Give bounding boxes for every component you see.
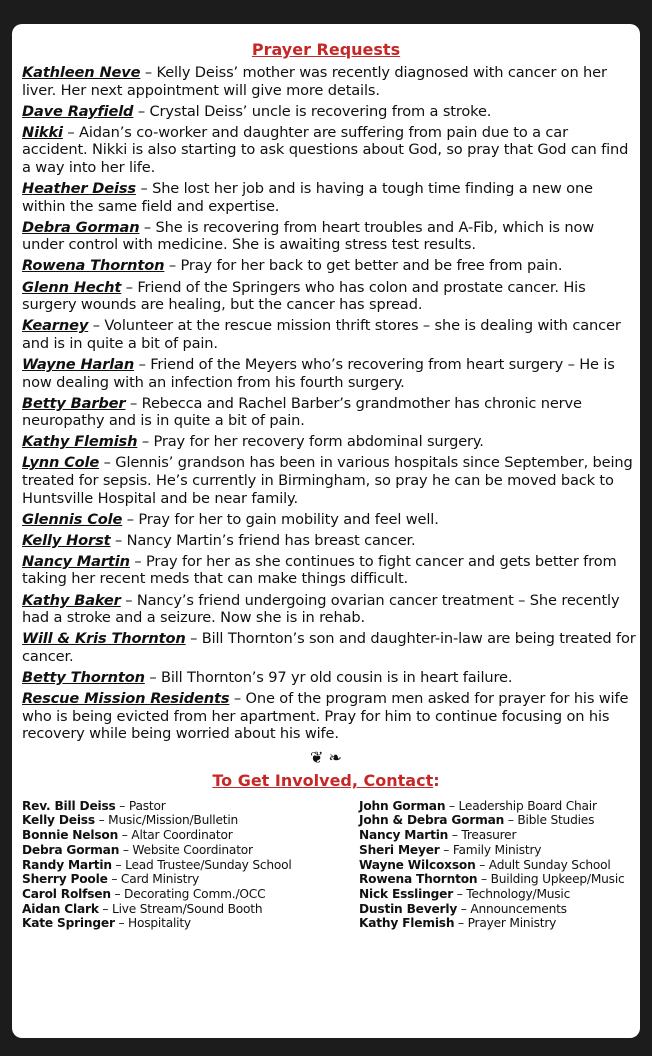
prayer-request-text: – Pray for her recovery form abdominal surgery.: [137, 433, 484, 451]
prayer-request-item: [22, 511, 636, 529]
contact-row: [359, 843, 639, 858]
contact-name: Sheri Meyer: [359, 842, 440, 857]
prayer-request-item: [22, 630, 636, 665]
prayer-request-name: Dave Rayfield: [22, 102, 134, 120]
prayer-request-name: Kathleen Neve: [22, 64, 141, 81]
contacts-section: [12, 791, 640, 931]
contact-name: Bonnie Nelson: [22, 828, 119, 843]
prayer-request-text: – Nancy’s friend undergoing ovarian cancer treatment – She recently had a stroke and a seizure. Now she is in rehab.: [22, 591, 620, 627]
prayer-request-item: [22, 103, 636, 121]
contacts-right-column: [359, 799, 639, 931]
contact-role: – Building Upkeep/Music: [477, 872, 625, 887]
contact-name: Nancy Martin: [359, 828, 449, 843]
contact-title-text: To Get Involved, Contact: [212, 770, 434, 790]
contact-row: [359, 887, 639, 902]
ornament-divider: ❦ ❧: [310, 747, 342, 767]
prayer-request-item: [22, 219, 636, 254]
contact-role: – Bible Studies: [504, 813, 595, 828]
contact-role: – Live Stream/Sound Booth: [98, 901, 263, 916]
contact-row: [359, 799, 639, 814]
contact-name: Kate Springer: [22, 916, 115, 931]
contact-name: Rev. Bill Deiss: [22, 798, 116, 813]
contact-title-colon: :: [433, 770, 440, 790]
prayer-request-text: – Crystal Deiss’ uncle is recovering from a stroke.: [133, 102, 492, 120]
prayer-request-name: Rescue Mission Residents: [22, 690, 230, 707]
contact-role: – Lead Trustee/Sunday School: [111, 857, 292, 872]
prayer-request-name: Rowena Thornton: [22, 257, 165, 275]
prayer-request-text: – Pray for her back to get better and be free from pain.: [164, 257, 563, 275]
prayer-request-item: [22, 669, 636, 687]
prayer-request-text: – Friend of the Springers who has colon and prostate cancer. His surgery wounds are healing, but the cancer has spread.: [22, 278, 586, 314]
contact-row: [359, 858, 639, 873]
contact-row: [359, 828, 639, 843]
contact-role: – Hospitality: [114, 916, 191, 931]
contact-row: [22, 887, 359, 902]
contact-row: [22, 843, 359, 858]
prayer-request-item: [22, 257, 636, 275]
prayer-request-item: [22, 532, 636, 550]
contact-name: Dustin Beverly: [359, 901, 458, 916]
contact-row: [359, 872, 639, 887]
prayer-request-name: Betty Thornton: [22, 668, 145, 686]
prayer-request-name: Betty Barber: [22, 394, 126, 412]
prayer-request-item: [22, 124, 636, 177]
prayer-request-item: [22, 356, 636, 391]
prayer-request-item: [22, 454, 636, 507]
prayer-request-item: [22, 395, 636, 430]
prayer-request-name: Nancy Martin: [22, 552, 130, 570]
contact-row: [22, 813, 359, 828]
contact-role: – Adult Sunday School: [475, 857, 611, 872]
prayer-request-text: – Bill Thornton’s 97 yr old cousin is in heart failure.: [144, 668, 513, 686]
contact-role: – Announcements: [457, 901, 567, 916]
contact-row: [22, 828, 359, 843]
prayer-request-name: Kelly Horst: [22, 531, 111, 549]
prayer-request-name: Lynn Cole: [22, 454, 100, 472]
prayer-request-text: – Aidan’s co-worker and daughter are suffering from pain due to a car accident. Nikki is also starting to ask questions about God, so pray that God can find a way into her life.: [22, 123, 629, 176]
contact-role: – Pastor: [115, 798, 166, 813]
prayer-request-text: – She lost her job and is having a tough time finding a new one within the same field and expertise.: [22, 180, 593, 215]
prayer-request-item: [22, 64, 636, 99]
contact-row: [359, 813, 639, 828]
contact-name: John Gorman: [359, 798, 446, 813]
prayer-requests-list: [12, 60, 640, 743]
prayer-request-name: Debra Gorman: [22, 218, 140, 236]
contact-name: John & Debra Gorman: [359, 813, 505, 828]
prayer-request-name: Kathy Baker: [22, 591, 121, 609]
contact-name: Nick Esslinger: [359, 887, 454, 901]
contact-role: – Website Coordinator: [119, 842, 253, 857]
contact-role: – Leadership Board Chair: [445, 798, 597, 813]
prayer-request-name: Glennis Cole: [22, 510, 123, 528]
contact-name: Aidan Clark: [22, 901, 99, 916]
contact-role: – Music/Mission/Bulletin: [94, 813, 239, 828]
contact-role: – Family Ministry: [439, 842, 542, 857]
contact-role: – Prayer Ministry: [454, 916, 557, 931]
prayer-request-item: [22, 180, 636, 215]
contact-name: Sherry Poole: [22, 872, 108, 887]
contacts-left-column: [22, 799, 359, 931]
prayer-request-text: – One of the program men asked for prayer for his wife who is being evicted from her apartment. Pray for him to continue focusing on his recovery while being worried about his wife.: [22, 690, 629, 743]
prayer-request-text: – Pray for her to gain mobility and feel well.: [122, 510, 439, 528]
contact-name: Wayne Wilcoxson: [359, 857, 476, 872]
contact-row: [22, 858, 359, 873]
contact-row: [22, 902, 359, 917]
contact-row: [22, 916, 359, 931]
contact-role: – Technology/Music: [453, 887, 571, 901]
contact-row: [359, 902, 639, 917]
prayer-request-text: – She is recovering from heart troubles and A-Fib, which is now under control with medicine. She is awaiting stress test results.: [22, 218, 595, 254]
contact-title: [12, 771, 640, 791]
prayer-request-text: – Pray for her as she continues to fight cancer and gets better from taking her recent meds that can make things difficult.: [22, 552, 617, 588]
prayer-request-name: Kearney: [22, 317, 89, 335]
contact-name: Kathy Flemish: [359, 916, 455, 931]
prayer-request-item: [22, 592, 636, 627]
contact-role: – Treasurer: [448, 828, 517, 843]
contact-role: – Altar Coordinator: [118, 828, 233, 843]
bulletin-page: [12, 24, 640, 1038]
contact-role: – Decorating Comm./OCC: [110, 887, 266, 901]
contact-name: Kelly Deiss: [22, 813, 95, 828]
prayer-request-text: – Friend of the Meyers who’s recovering from heart surgery – He is now dealing with an infection from his fourth surgery.: [22, 355, 615, 391]
prayer-request-text: – Rebecca and Rachel Barber’s grandmother has chronic nerve neuropathy and is in quite a bit of pain.: [22, 394, 582, 430]
prayer-requests-title: Prayer Requests: [251, 40, 401, 59]
contact-name: Carol Rolfsen: [22, 887, 111, 901]
contact-name: Debra Gorman: [22, 842, 120, 857]
prayer-request-name: Kathy Flemish: [22, 433, 138, 451]
prayer-request-name: Glenn Hecht: [22, 278, 122, 296]
prayer-request-item: [22, 690, 636, 743]
contact-name: Rowena Thornton: [359, 872, 478, 887]
contact-name: Randy Martin: [22, 857, 112, 872]
contact-row: [22, 872, 359, 887]
prayer-request-name: Wayne Harlan: [22, 355, 135, 373]
contact-role: – Card Ministry: [107, 872, 200, 887]
prayer-request-text: – Volunteer at the rescue mission thrift stores – she is dealing with cancer and is in quite a bit of pain.: [22, 317, 621, 352]
prayer-request-text: – Bill Thornton’s son and daughter-in-law are being treated for cancer.: [22, 630, 636, 665]
prayer-request-item: [22, 433, 636, 451]
prayer-request-item: [22, 279, 636, 314]
prayer-request-name: Will & Kris Thornton: [22, 630, 186, 648]
contact-row: [22, 799, 359, 814]
prayer-request-text: – Nancy Martin’s friend has breast cancer.: [110, 531, 416, 549]
contact-row: [359, 916, 639, 931]
prayer-request-name: Nikki: [22, 123, 63, 141]
prayer-request-text: – Kelly Deiss’ mother was recently diagnosed with cancer on her liver. Her next appointment will give more details.: [22, 64, 607, 99]
prayer-request-text: – Glennis’ grandson has been in various hospitals since September, being treated for sepsis. He’s currently in Birmingham, so pray he can be moved back to Huntsville Hospital and be near family.: [22, 454, 633, 507]
prayer-request-item: [22, 553, 636, 588]
prayer-request-name: Heather Deiss: [22, 180, 136, 198]
prayer-request-item: [22, 317, 636, 352]
